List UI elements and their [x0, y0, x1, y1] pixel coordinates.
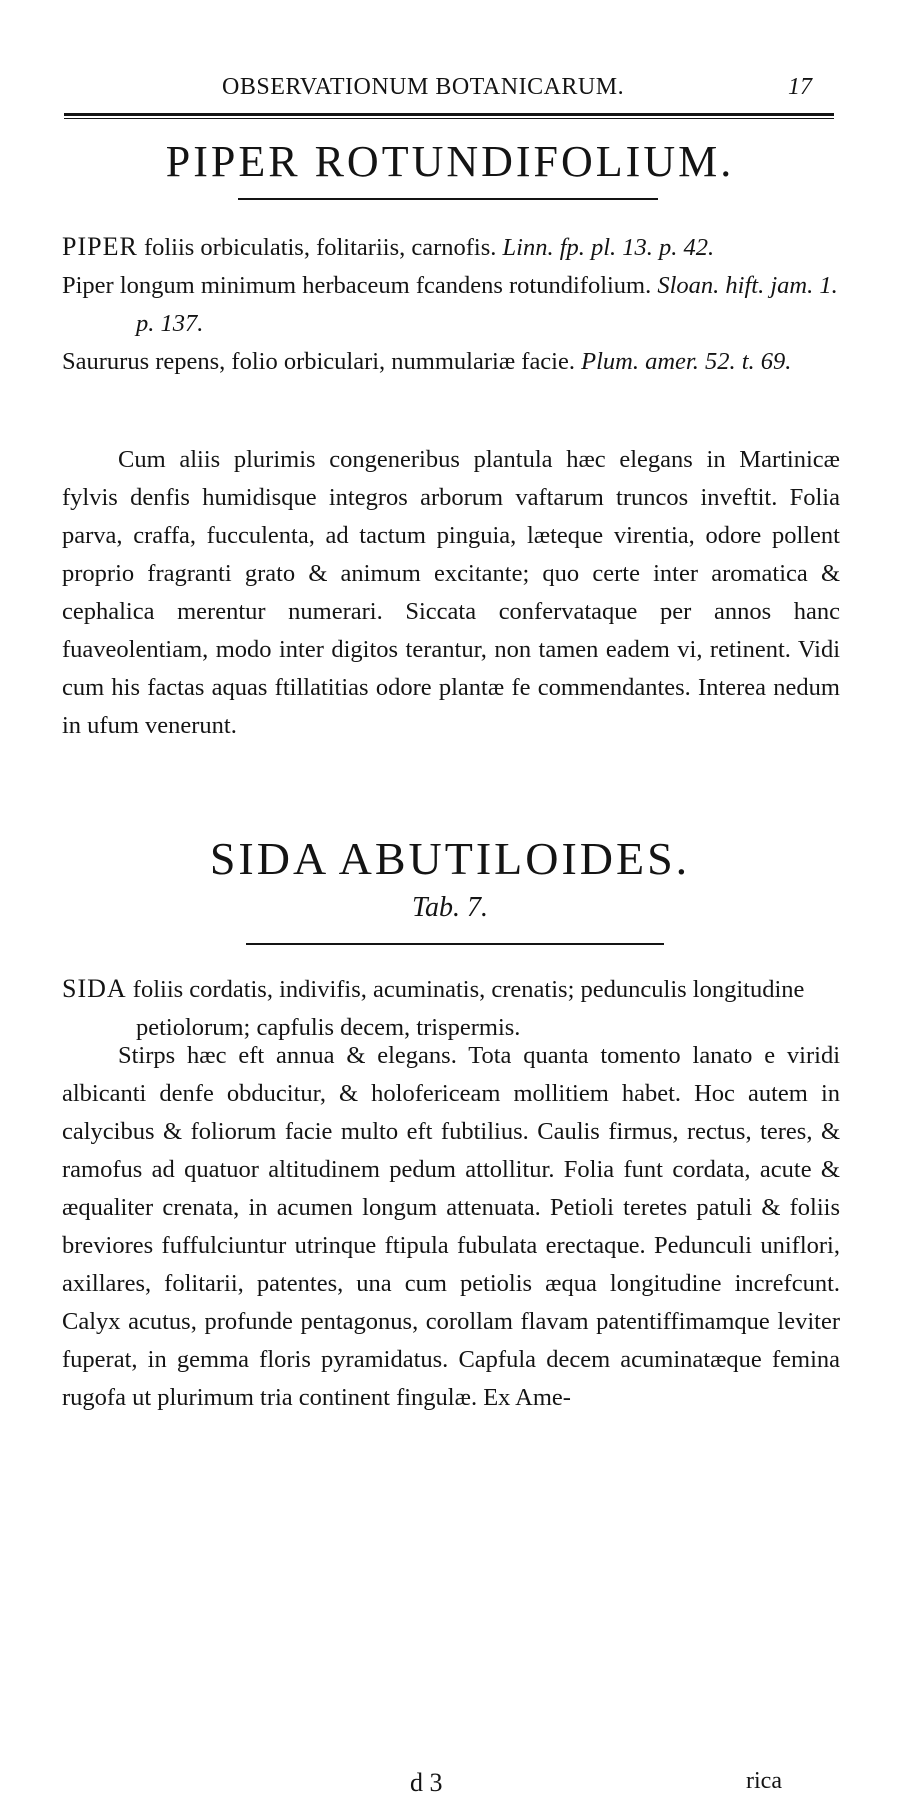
- section-title-sida: SIDA ABUTILOIDES.: [209, 833, 691, 884]
- synonym-ref: Linn. fp. pl. 13. p. 42.: [502, 234, 715, 261]
- synonym-text: Piper longum minimum herbaceum fcandens rotundifolium.: [62, 272, 658, 299]
- signature-mark: d 3: [410, 1768, 443, 1797]
- synonym-ref: Plum. amer. 52. t. 69.: [581, 348, 792, 375]
- synonymy-sida: [62, 970, 840, 1047]
- genus-lead: SIDA: [62, 974, 127, 1003]
- synonym-line: [62, 267, 840, 343]
- header-rule-thin: [64, 118, 834, 119]
- header-rule-thick: [64, 113, 834, 116]
- description-piper: [62, 441, 840, 745]
- page-number: 17: [788, 74, 812, 100]
- synonymy-piper: [62, 228, 840, 381]
- plate-reference: Tab. 7.: [411, 892, 488, 923]
- running-title: OBSERVATIONUM BOTANICARUM.: [222, 74, 625, 100]
- title-rule-sida: [246, 943, 664, 945]
- synonym-ref: Sloan. hift. jam. 1. p. 137.: [136, 272, 838, 337]
- catchword: rica: [746, 1768, 782, 1794]
- section-title-piper: PIPER ROTUNDIFOLIUM.: [165, 137, 735, 186]
- synonym-text: foliis cordatis, indivifis, acuminatis, crenatis; pedunculis longitudine petiolorum; capfulis decem, trispermis.: [126, 976, 805, 1041]
- title-rule-piper: [238, 198, 658, 200]
- synonym-text: foliis orbiculatis, folitariis, carnofis.: [137, 234, 503, 261]
- synonym-text: Saururus repens, folio orbiculari, nummulariæ facie.: [62, 348, 582, 375]
- body-paragraph: Cum aliis plurimis congeneribus plantula hæc elegans in Martinicæ fylvis denfis humidisque integros arborum vaftarum truncos inveftit. Folia parva, craffa, fucculenta, ad tactum pinguia, læteque virentia, odore pollent proprio fragranti grato & animum excitante; quo certe inter aromatica & cephalica merentur numerari. Siccata confervataque per annos hanc fuaveolentiam, modo inter digitos terantur, non tamen eadem vi, retinent. Vidi cum his factas aquas ftillatitias odore plantæ fe commendantes. Interea nedum in ufum venerunt.: [62, 446, 840, 739]
- running-head: [0, 74, 900, 108]
- synonym-line: [62, 970, 840, 1047]
- description-sida: [62, 1037, 840, 1417]
- body-paragraph: Stirps hæc eft annua & elegans. Tota quanta tomento lanato e viridi albicanti denfe obducitur, & holofericeam mollitiem habet. Hoc autem in calycibus & foliorum facie multo eft fubtilius. Caulis firmus, rectus, teres, & ramofus ad quatuor altitudinem pedum attollitur. Folia funt cordata, acute & æqualiter crenata, in acumen longum attenuata. Petioli teretes patuli & foliis breviores fuffulciuntur utrinque ftipula fubulata erectaque. Pedunculi uniflori, axillares, folitarii, patentes, una cum petiolis æqua longitudine increfcunt. Calyx acutus, profunde pentagonus, corollam flavam patentiffimamque leviter fuperat, in gemma floris pyramidatus. Capfula decem acuminatæque femina rugofa ut plurimum tria continent fingulæ. Ex Ame-: [62, 1042, 840, 1411]
- genus-lead: PIPER: [62, 232, 138, 261]
- synonym-line: [62, 228, 840, 267]
- synonym-line: [62, 343, 840, 381]
